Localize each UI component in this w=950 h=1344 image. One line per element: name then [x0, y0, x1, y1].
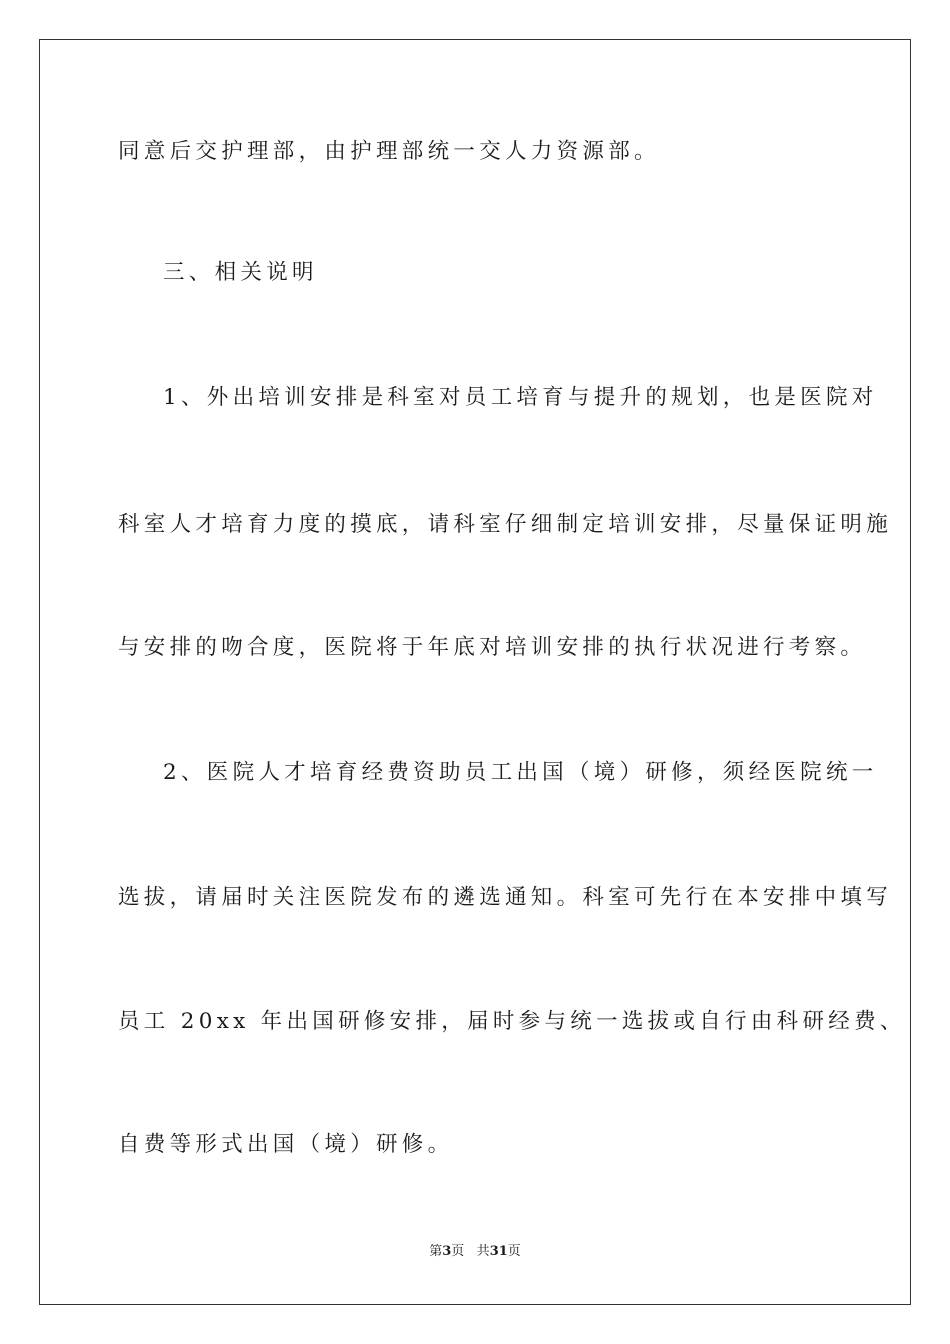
body-line-1: 同意后交护理部，由护理部统一交人力资源部。	[118, 139, 660, 164]
body-line-4: 科室人才培育力度的摸底，请科室仔细制定培训安排，尽量保证明施	[118, 512, 893, 537]
body-line-7: 选拔，请届时关注医院发布的遴选通知。科室可先行在本安排中填写	[118, 885, 893, 910]
page-footer	[0, 1243, 950, 1261]
section-heading: 三、相关说明	[163, 260, 318, 285]
page-prefix: 第	[429, 1244, 443, 1259]
body-line-8: 员工 20xx 年出国研修安排，届时参与统一选拔或自行由科研经费、	[118, 1009, 906, 1034]
total-pages: 31	[489, 1244, 508, 1259]
body-line-3: 1、外出培训安排是科室对员工培育与提升的规划，也是医院对	[163, 385, 878, 410]
body-line-5: 与安排的吻合度，医院将于年底对培训安排的执行状况进行考察。	[118, 635, 867, 660]
page-number: 3	[442, 1244, 452, 1259]
page-suffix: 页	[451, 1244, 465, 1259]
page-border	[39, 39, 911, 1305]
body-line-9: 自费等形式出国（境）研修。	[118, 1132, 454, 1157]
total-prefix: 共	[476, 1244, 490, 1259]
body-line-6: 2、医院人才培育经费资助员工出国（境）研修，须经医院统一	[163, 760, 878, 785]
total-suffix: 页	[507, 1244, 521, 1259]
